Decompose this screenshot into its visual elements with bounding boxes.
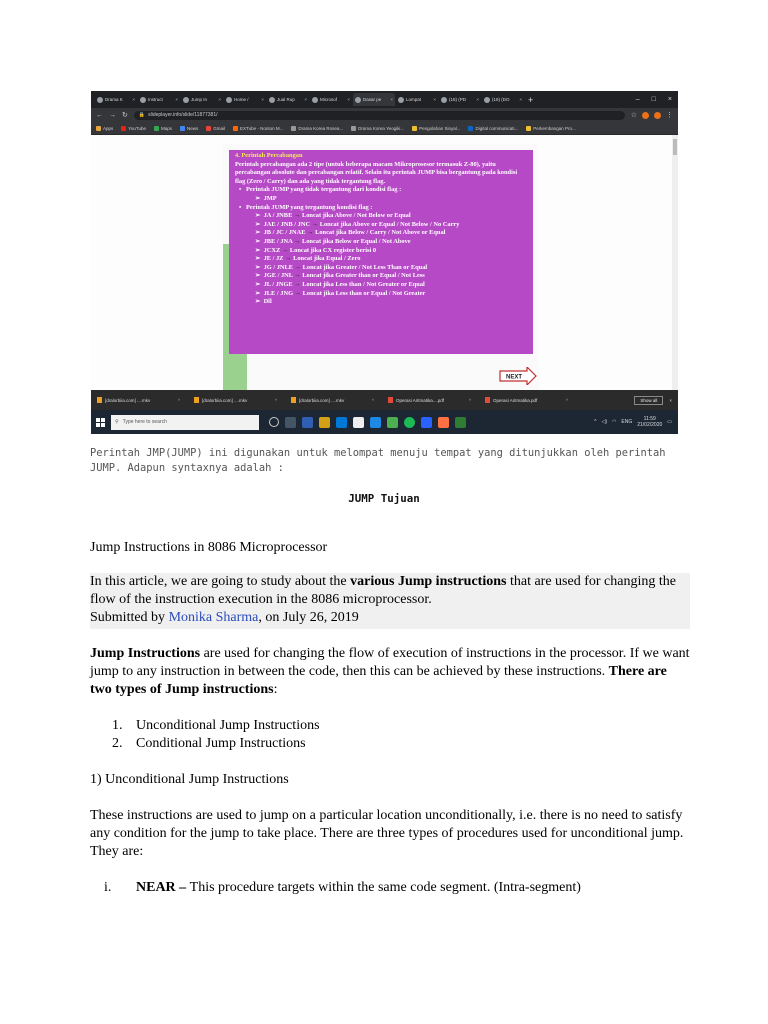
bookmark-item[interactable]: Perkembangan Pro... (526, 126, 576, 131)
arrow-icon: → (281, 246, 289, 254)
store-icon[interactable] (353, 417, 364, 428)
maximize-icon[interactable]: □ (651, 96, 656, 103)
task-view-icon[interactable] (285, 417, 296, 428)
vlc-file-icon (97, 397, 102, 403)
browser-tab[interactable]: Jump In × (181, 93, 223, 106)
arrow-icon: → (307, 229, 314, 237)
slide-subitem: ➢ JMP (255, 194, 277, 202)
downloads-bar (91, 390, 678, 410)
slide-viewer (223, 144, 539, 390)
slide-intro: Perintah percabangan ada 2 tipe (untuk beberapa macam Mikroprosesor termasuk Z-80), yaitu percabangan absolute dan percabangan relatif. Selain itu perintah JUMP bisa bergantung pada kondisi flag (Zero / Carry) dan ada yang tidak tergantung flag. (235, 160, 518, 185)
folder-icon (412, 126, 417, 131)
notification-icon[interactable]: ▭ (667, 419, 672, 425)
page-scrollbar[interactable] (672, 135, 678, 390)
excel-icon[interactable] (455, 417, 466, 428)
slide-subitem: ➢ JB / JC / JNAE → Loncat jika Below / Carry / Not Above or Equal (255, 229, 446, 237)
site-favicon-icon (291, 126, 296, 131)
list-item: 2. Conditional Jump Instructions (112, 736, 306, 751)
download-item[interactable]: [dralorbiia.com] ....mkv ^ (91, 397, 188, 403)
triangle-bullet-icon: ➢ (255, 272, 264, 280)
download-item[interactable]: Operasi Aritmatika....pdf ^ (382, 397, 479, 403)
bookmark-item[interactable]: Digital communicati... (468, 126, 518, 131)
address-bar[interactable] (134, 111, 625, 120)
bookmark-star-icon[interactable]: ☆ (630, 112, 637, 119)
back-icon[interactable]: ← (96, 111, 103, 119)
new-tab-icon[interactable]: + (528, 94, 534, 105)
tab-close-icon[interactable]: × (390, 97, 393, 102)
tab-close-icon[interactable]: × (218, 97, 221, 102)
slide-subitem: ➢ JA / JNBE → Loncat jika Above / Not Below or Equal (255, 212, 411, 220)
presentation-slide (229, 150, 533, 354)
slide-subitem: ➢ Dll (255, 298, 272, 306)
toolbar-extensions (631, 111, 673, 119)
news-icon (180, 126, 185, 131)
browser-tab[interactable]: Home / × (224, 93, 266, 106)
bullet-dot-icon: • (239, 186, 247, 194)
list-item: 1. Unconditional Jump Instructions (112, 718, 320, 733)
chevron-up-icon[interactable]: ^ (177, 397, 180, 403)
arrow-icon: → (294, 280, 301, 288)
chevron-up-icon[interactable]: ^ (565, 397, 568, 403)
tab-close-icon[interactable]: × (476, 97, 479, 102)
maps-icon (154, 126, 159, 131)
slide-subitem: ➢ JBE / JNA → Loncat jika Below or Equal / Not Above (255, 237, 411, 245)
triangle-bullet-icon: ➢ (255, 289, 264, 297)
tray-language[interactable]: ENG (621, 419, 633, 425)
bookmarks-bar (91, 122, 678, 135)
author-link[interactable]: Monika Sharma (168, 610, 259, 625)
vlc-file-icon (291, 397, 296, 403)
browser-tab[interactable]: Instruct × (138, 93, 180, 106)
triangle-bullet-icon: ➢ (255, 212, 264, 220)
chevron-up-icon[interactable]: ^ (274, 397, 277, 403)
bookmark-item[interactable]: Drama Korea Rosea... (291, 126, 343, 131)
browser-tab[interactable]: Drama K × (95, 93, 137, 106)
browser-tab[interactable]: Lompat × (396, 93, 438, 106)
procedure-list (90, 879, 581, 897)
chrome-icon[interactable] (387, 417, 398, 428)
next-slide-button[interactable] (499, 367, 537, 385)
window-controls (636, 96, 678, 103)
triangle-bullet-icon: ➢ (255, 220, 264, 228)
file-explorer-icon[interactable] (319, 417, 330, 428)
windows-taskbar (91, 410, 678, 434)
article-heading: Jump Instructions in 8086 Microprocessor (90, 540, 328, 555)
bullet-dot-icon: • (239, 203, 247, 211)
tab-favicon-icon (226, 97, 232, 103)
embedded-screenshot (91, 91, 678, 434)
slide-subitem: ➢ JG / JNLE → Loncat jika Greater / Not Less Than or Equal (255, 263, 428, 271)
site-favicon-icon (351, 126, 356, 131)
windows-start-icon[interactable] (96, 418, 105, 427)
browser-page-content (91, 135, 678, 390)
chevron-up-icon[interactable]: ^ (468, 397, 471, 403)
slide-subitem: ➢ JAE / JNB / JNC → Loncat jika Above or Equal / Not Below / No Carry (255, 220, 460, 228)
apps-grid-icon (96, 126, 101, 131)
tab-favicon-icon (441, 97, 447, 103)
app-icon[interactable] (302, 417, 313, 428)
edge-icon[interactable] (336, 417, 347, 428)
triangle-bullet-icon: ➢ (255, 263, 264, 271)
next-label: NEXT (505, 374, 523, 381)
arrow-icon: → (285, 255, 292, 263)
tab-close-icon[interactable]: × (304, 97, 307, 102)
slide-subitem: ➢ JGE / JNL → Loncat jika Greater than or Equal / Not Less (255, 272, 425, 280)
bookmark-item[interactable]: Apps (96, 126, 113, 131)
site-favicon-icon (233, 126, 238, 131)
arrow-icon: → (294, 289, 302, 297)
chevron-up-icon[interactable]: ^ (371, 397, 374, 403)
wifi-icon[interactable]: ◠ (612, 419, 617, 425)
paragraph-unconditional: These instructions are used to jump on a particular location unconditionally, i.e. there is no need to satisfy any condition for the jump to take place. There are three types of procedures used for unconditional jump. They are: (90, 808, 684, 859)
bookmark-item[interactable]: Maps (154, 126, 172, 131)
browser-tab[interactable]: (18) (PD × (439, 93, 481, 106)
triangle-bullet-icon: ➢ (255, 246, 264, 254)
youtube-icon (121, 126, 126, 131)
triangle-bullet-icon: ➢ (255, 280, 264, 288)
cortana-icon[interactable] (269, 417, 279, 427)
taskbar-apps (269, 417, 466, 428)
bookmark-item[interactable]: Pengolahan Sinyal... (412, 126, 460, 131)
arrow-icon: → (293, 212, 301, 220)
reload-icon[interactable]: ↻ (122, 112, 128, 119)
taskbar-search-input[interactable] (111, 415, 259, 430)
browser-tab-active[interactable]: Dasar pe × (353, 93, 395, 106)
slide-subitem: ➢ JL / JNGE → Loncat jika Less than / Not Greater or Equal (255, 280, 425, 288)
slide-bullet: • Perintah JUMP yang tergantung kondisi flag : (239, 203, 373, 211)
tab-favicon-icon (355, 97, 361, 103)
bookmark-item[interactable]: News (180, 126, 198, 131)
profile-avatar-icon[interactable] (654, 112, 661, 119)
jump-types-list (90, 717, 320, 753)
download-item[interactable]: [dralorbiia.com] ....mkv ^ (188, 397, 285, 403)
close-window-icon[interactable]: × (667, 96, 672, 103)
spotify-icon[interactable] (404, 417, 415, 428)
triangle-bullet-icon: ➢ (255, 298, 264, 306)
close-downloads-icon[interactable]: × (669, 397, 672, 403)
tab-close-icon[interactable]: × (261, 97, 264, 102)
tab-close-icon[interactable]: × (347, 97, 350, 102)
linkedin-icon (468, 126, 473, 131)
slide-subitem: ➢ JCXZ → Loncat jika CX register berisi 0 (255, 246, 377, 254)
pdf-file-icon (485, 397, 490, 403)
browser-tab[interactable]: (18) (DO × (482, 93, 524, 106)
app-icon[interactable] (370, 417, 381, 428)
arrow-icon: → (294, 263, 302, 271)
tab-favicon-icon (484, 97, 490, 103)
browser-tab[interactable]: Jual Rup × (267, 93, 309, 106)
arrow-icon: → (293, 237, 301, 245)
intro-block: In this article, we are going to study about the various Jump instructions that are used for changing the flow of the instruction execution in the 8086 microprocessor. Submitted by Monika Sharma, on July 26, 2019 (90, 573, 690, 629)
taskbar-clock[interactable]: 11:59 21/02/2020 (637, 416, 663, 428)
lock-icon: 🔒 (138, 112, 146, 118)
gmail-icon (206, 126, 211, 131)
triangle-bullet-icon: ➢ (255, 255, 264, 263)
bookmark-item[interactable]: YouTube (121, 126, 146, 131)
folder-icon (526, 126, 531, 131)
search-icon: ⚲ (115, 419, 119, 425)
volume-icon[interactable]: ◁) (601, 419, 608, 425)
tab-favicon-icon (97, 97, 103, 103)
extension-icon[interactable] (642, 112, 649, 119)
slide-subitem: ➢ JLE / JNG → Loncat jika Less than or Equal / Not Greater (255, 289, 426, 297)
tab-favicon-icon (269, 97, 275, 103)
caption-line-2: JUMP. Adapun syntaxnya adalah : (90, 462, 284, 474)
tab-close-icon[interactable]: × (519, 97, 522, 102)
bookmark-item[interactable]: Drama Korea Yeogiki... (351, 126, 404, 131)
system-tray (594, 416, 678, 428)
slide-title: 4. Perintah Percabangan (235, 152, 303, 159)
triangle-bullet-icon: ➢ (255, 237, 264, 245)
chevron-up-icon[interactable]: ^ (594, 419, 597, 425)
list-item: i. NEAR – This procedure targets within the same code segment. (Intra-segment) (104, 880, 581, 895)
bookmark-item[interactable]: Gmail (206, 126, 225, 131)
section-heading-unconditional: 1) Unconditional Jump Instructions (90, 772, 289, 787)
slide-subitem: ➢ JE / JZ → Loncat jika Equal / Zero (255, 255, 361, 263)
app-icon[interactable] (438, 417, 449, 428)
tab-favicon-icon (140, 97, 146, 103)
tab-close-icon[interactable]: × (132, 97, 135, 102)
paragraph-jump-instructions: Jump Instructions are used for changing the flow of execution of instructions in the processor. If we want jump to any instruction in between the code, then this can be achieved by these instructions. There are two types of Jump instructions: (90, 646, 690, 697)
tab-close-icon[interactable]: × (433, 97, 436, 102)
triangle-bullet-icon: ➢ (255, 229, 264, 237)
arrow-icon: → (294, 272, 301, 280)
scrollbar-thumb[interactable] (673, 139, 677, 155)
browser-toolbar (91, 108, 678, 122)
browser-tab-bar (91, 91, 678, 108)
tab-close-icon[interactable]: × (175, 97, 178, 102)
search-placeholder: Type here to search (122, 419, 167, 425)
vlc-file-icon (194, 397, 199, 403)
forward-icon[interactable]: → (109, 111, 116, 119)
show-all-button[interactable]: Show all (634, 396, 663, 405)
word-icon[interactable] (421, 417, 432, 428)
tab-favicon-icon (312, 97, 318, 103)
bookmark-item[interactable]: EXTube - Nonton M... (233, 126, 283, 131)
slide-bullet: • Perintah JUMP yang tidak tergantung dari kondisi flag : (239, 186, 402, 194)
menu-kebab-icon[interactable]: ⋮ (666, 112, 673, 119)
arrow-icon: → (311, 220, 319, 228)
download-item[interactable]: [dralorbiia.com] ....mkv ^ (285, 397, 382, 403)
download-item[interactable]: Operasi Aritmatika.pdf ^ (479, 397, 576, 403)
minimize-icon[interactable]: – (635, 96, 640, 103)
browser-tab[interactable]: Microsof × (310, 93, 352, 106)
tab-favicon-icon (398, 97, 404, 103)
syntax-heading: JUMP Tujuan (348, 492, 420, 505)
url-text: slideplayer.info/slide/11877381/ (148, 112, 218, 118)
pdf-file-icon (388, 397, 393, 403)
tab-favicon-icon (183, 97, 189, 103)
triangle-bullet-icon: ➢ (255, 194, 264, 202)
caption-line-1: Perintah JMP(JUMP) ini digunakan untuk melompat menuju tempat yang ditunjukkan oleh perintah (90, 447, 666, 459)
